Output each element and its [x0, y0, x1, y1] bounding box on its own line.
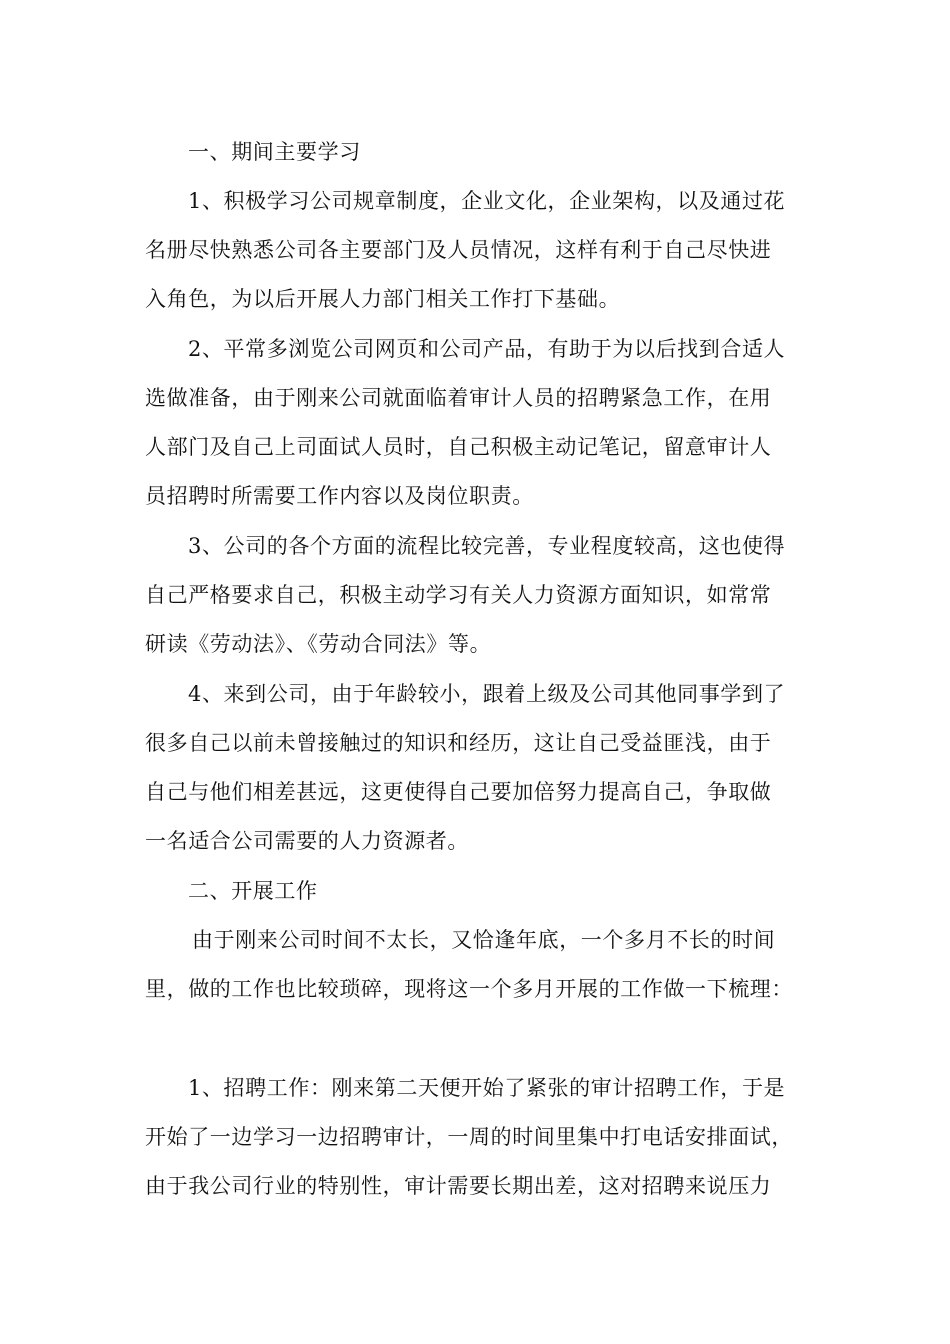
- paragraph-1-line-3: 入角色，为以后开展人力部门相关工作打下基础。: [145, 287, 621, 311]
- paragraph-4-line-1: 4、来到公司，由于年龄较小，跟着上级及公司其他同事学到了: [188, 682, 786, 706]
- paragraph-5-line-1: 由于刚来公司时间不太长，又恰逢年底，一个多月不长的时间: [192, 928, 776, 952]
- heading-section-2: 二、开展工作: [188, 879, 318, 903]
- paragraph-2-line-3: 人部门及自己上司面试人员时，自己积极主动记笔记，留意审计人: [145, 435, 772, 459]
- paragraph-1-line-1: 1、积极学习公司规章制度，企业文化，企业架构，以及通过花: [188, 189, 786, 213]
- paragraph-2-line-2: 选做准备，由于刚来公司就面临着审计人员的招聘紧急工作，在用: [145, 386, 772, 410]
- paragraph-2-line-1: 2、平常多浏览公司网页和公司产品，有助于为以后找到合适人: [188, 337, 786, 361]
- paragraph-3-line-3: 研读《劳动法》、《劳动合同法》等。: [145, 632, 492, 656]
- paragraph-4-line-3: 自己与他们相差甚远，这更使得自己要加倍努力提高自己，争取做: [145, 780, 772, 804]
- paragraph-2-line-4: 员招聘时所需要工作内容以及岗位职责。: [145, 484, 534, 508]
- paragraph-6-line-3: 由于我公司行业的特别性，审计需要长期出差，这对招聘来说压力: [145, 1174, 772, 1198]
- paragraph-4-line-4: 一名适合公司需要的人力资源者。: [145, 829, 469, 853]
- paragraph-6-line-2: 开始了一边学习一边招聘审计，一周的时间里集中打电话安排面试，: [145, 1125, 793, 1149]
- paragraph-6-line-1: 1、招聘工作：刚来第二天便开始了紧张的审计招聘工作，于是: [188, 1076, 786, 1100]
- paragraph-3-line-2: 自己严格要求自己，积极主动学习有关人力资源方面知识，如常常: [145, 583, 772, 607]
- paragraph-3-line-1: 3、公司的各个方面的流程比较完善，专业程度较高，这也使得: [188, 534, 786, 558]
- paragraph-4-line-2: 很多自己以前未曾接触过的知识和经历，这让自己受益匪浅，由于: [145, 731, 772, 755]
- paragraph-1-line-2: 名册尽快熟悉公司各主要部门及人员情况，这样有利于自己尽快进: [145, 238, 772, 262]
- paragraph-5-line-2: 里，做的工作也比较琐碎，现将这一个多月开展的工作做一下梳理：: [145, 977, 793, 1001]
- heading-section-1: 一、期间主要学习: [188, 140, 361, 164]
